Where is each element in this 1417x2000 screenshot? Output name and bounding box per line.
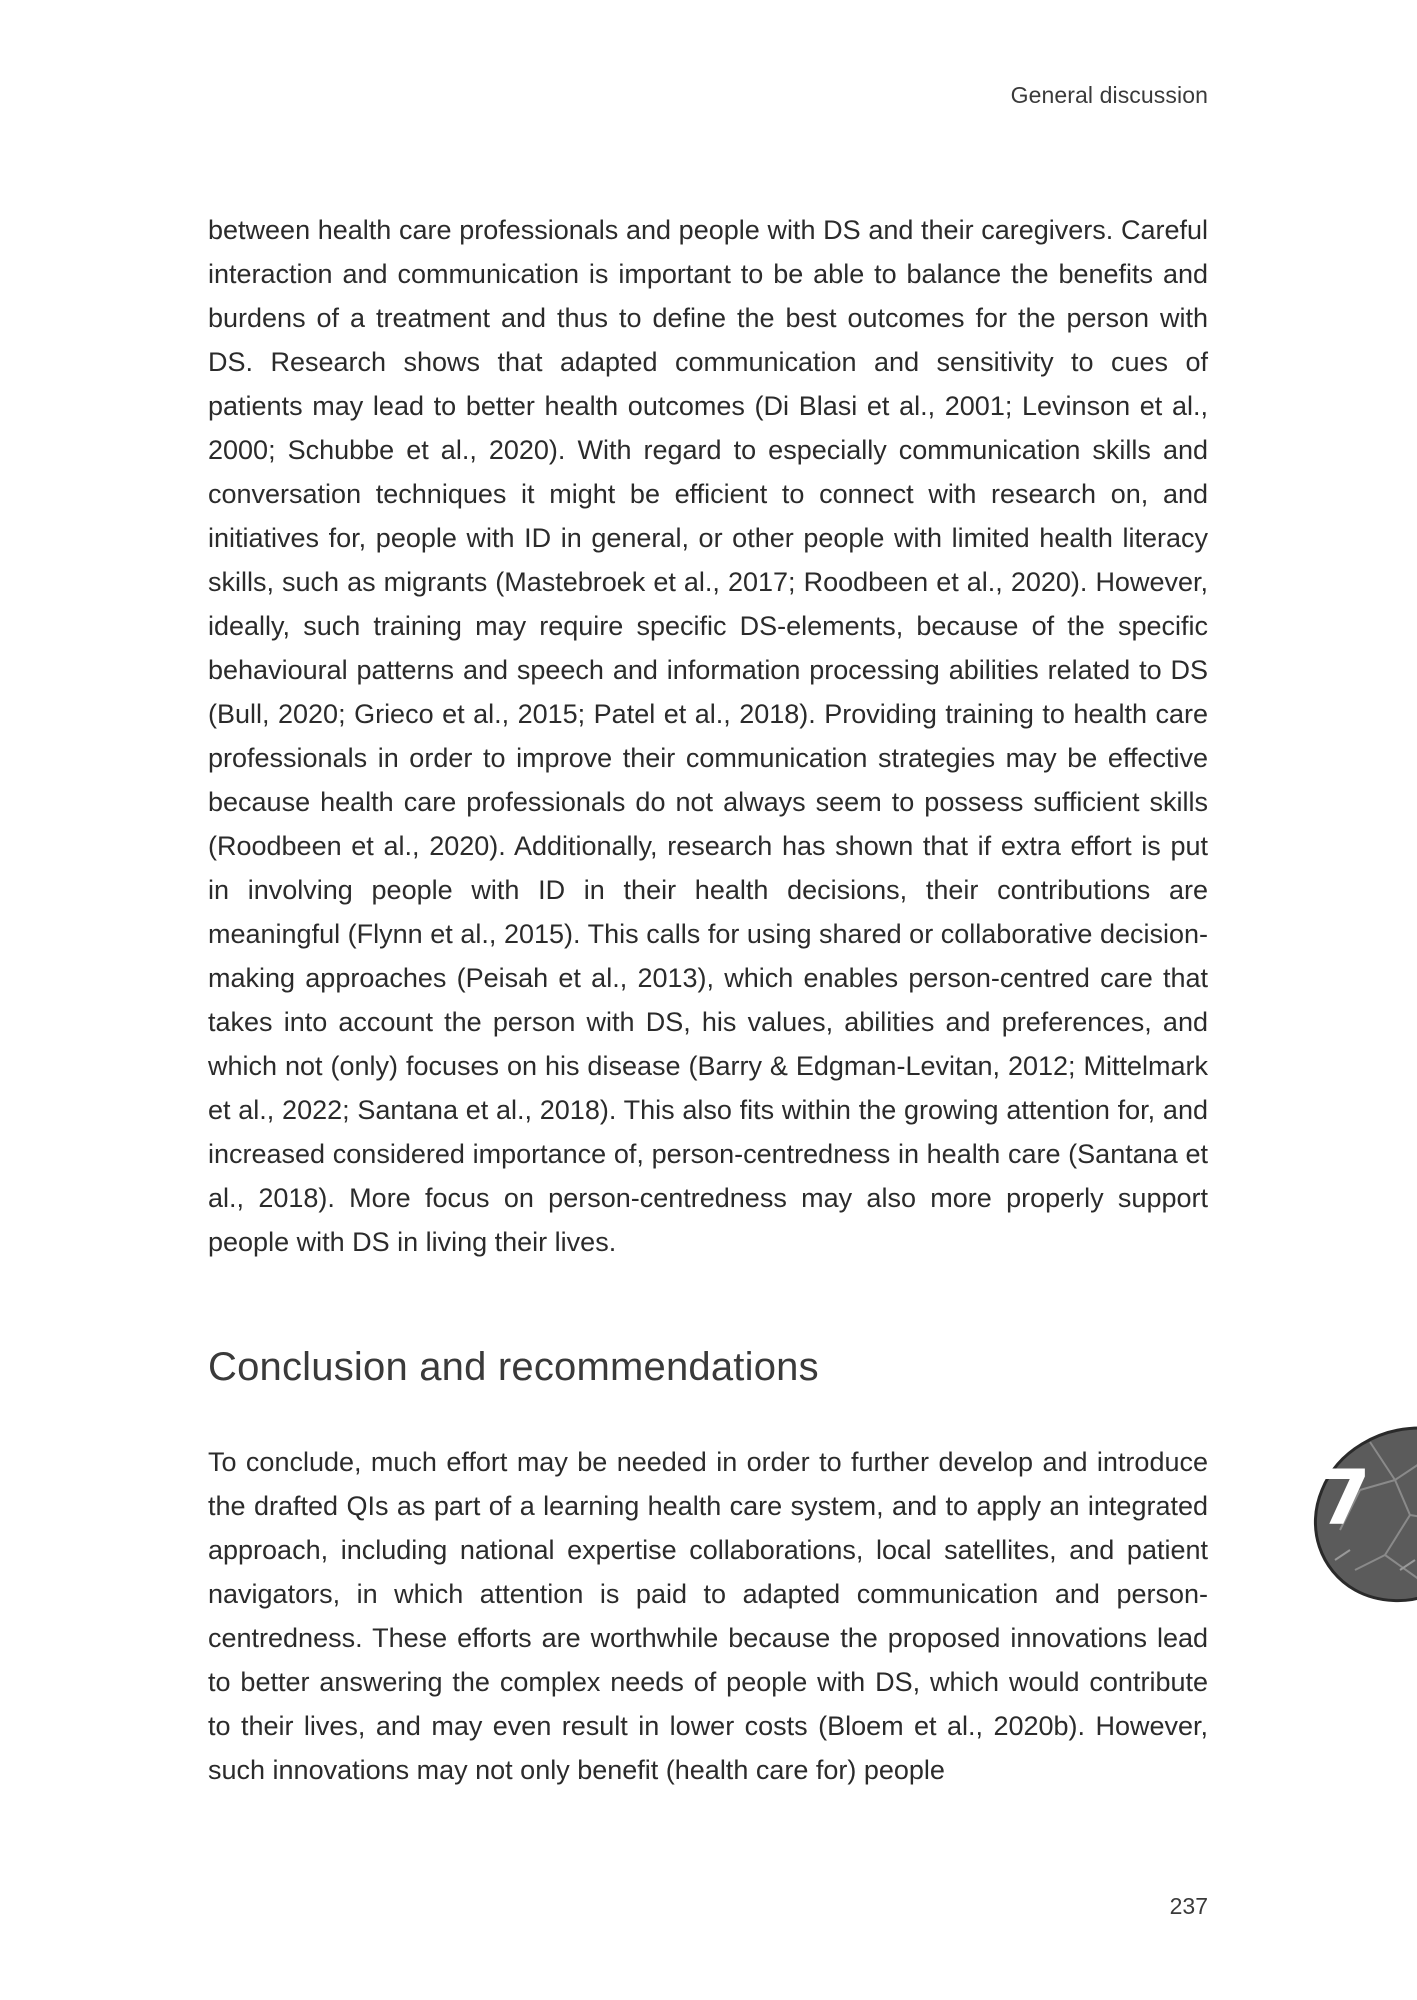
- chapter-tab: [1300, 1420, 1417, 1610]
- body-paragraph-1: between health care professionals and people with DS and their caregivers. Careful interaction and communication is important to be able to balance the benefits and burdens of a treatment and thus to define the best outcomes for the person with DS. Research shows that adapted communication and sensitivity to cues of patients may lead to better health outcomes (Di Blasi et al., 2001; Levinson et al., 2000; Schubbe et al., 2020). With regard to especially communication skills and conversation techniques it might be efficient to connect with research on, and initiatives for, people with ID in general, or other people with limited health literacy skills, such as migrants (Mastebroek et al., 2017; Roodbeen et al., 2020). However, ideally, such training may require specific DS-elements, because of the specific behavioural patterns and speech and information processing abilities related to DS (Bull, 2020; Grieco et al., 2015; Patel et al., 2018). Providing training to health care professionals in order to improve their communication strategies may be effective because health care professionals do not always seem to possess sufficient skills (Roodbeen et al., 2020). Additionally, research has shown that if extra effort is put in involving people with ID in their health decisions, their contributions are meaningful (Flynn et al., 2015). This calls for using shared or collaborative decision-making approaches (Peisah et al., 2013), which enables person-centred care that takes into account the person with DS, his values, abilities and preferences, and which not (only) focuses on his disease (Barry & Edgman-Levitan, 2012; Mittelmark et al., 2022; Santana et al., 2018). This also fits within the growing attention for, and increased considered importance of, person-centredness in health care (Santana et al., 2018). More focus on person-centredness may also more properly support people with DS in living their lives.: [208, 215, 1208, 1257]
- body-paragraph-2: To conclude, much effort may be needed in order to further develop and introduce the drafted QIs as part of a learning health care system, and to apply an integrated approach, including national expertise collaborations, local satellites, and patient navigators, in which attention is paid to adapted communication and person-centredness. These efforts are worthwhile because the proposed innovations lead to better answering the complex needs of people with DS, which would contribute to their lives, and may even result in lower costs (Bloem et al., 2020b). However, such innovations may not only benefit (health care for) people: [208, 1447, 1208, 1785]
- section-heading: Conclusion and recommendations: [208, 1345, 819, 1389]
- running-header: General discussion: [1010, 82, 1208, 108]
- page-number: 237: [1169, 1893, 1208, 1919]
- chapter-number: 7: [1318, 1453, 1371, 1542]
